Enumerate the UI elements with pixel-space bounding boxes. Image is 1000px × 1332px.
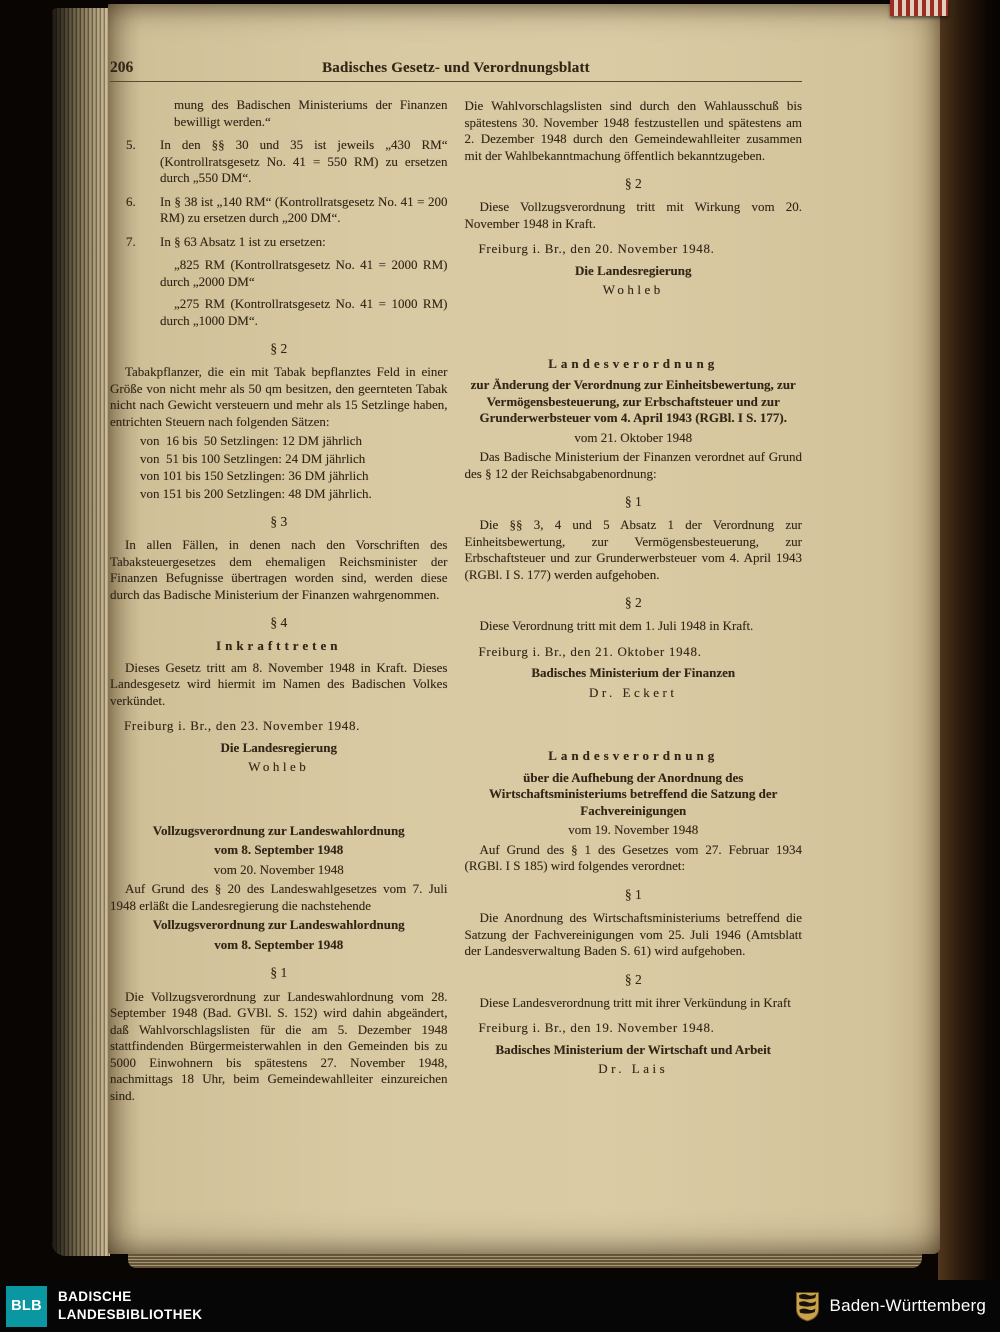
dateline: Freiburg i. Br., den 21. Oktober 1948. bbox=[478, 643, 702, 659]
paragraph: mung des Badischen Ministeriums der Finanzen bewilligt werden.“ bbox=[174, 97, 448, 129]
spacer bbox=[110, 778, 448, 820]
paragraph: Diese Vollzugsverordnung tritt mit Wirkung vom 20. November 1948 in Kraft. bbox=[464, 199, 802, 231]
paragraph: Auf Grund des § 20 des Landeswahlgesetzes vom 7. Juli 1948 erläßt die Landesregierung die nachstehende bbox=[110, 881, 448, 913]
numbered-item: 7. In § 63 Absatz 1 ist zu ersetzen: bbox=[126, 233, 326, 249]
subheading: vom 19. November 1948 bbox=[568, 822, 699, 838]
page-header-title: Badisches Gesetz- und Verordnungsblatt bbox=[322, 60, 590, 76]
signature: Wohleb bbox=[602, 282, 664, 298]
paragraph: In allen Fällen, in denen nach den Vorschriften des Tabaksteuergesetzes dem ehemaligen Reichsminister der Finanzen Befugnisse übertragen worden sind, werden diese durch das Badische Ministerium der Finanzen wahrgenommen. bbox=[110, 537, 448, 602]
page-header bbox=[110, 58, 802, 82]
heading: Vollzugsverordnung zur Landeswahlordnung bbox=[152, 917, 405, 933]
subheading: vom 20. November 1948 bbox=[213, 861, 344, 877]
section-mark: § 2 bbox=[624, 176, 642, 191]
library-name bbox=[58, 1288, 202, 1323]
page-content bbox=[110, 58, 802, 1107]
paragraph: „275 RM (Kontrollratsgesetz No. 41 = 1000 RM) durch „1000 DM“. bbox=[160, 296, 448, 328]
heading: Die Landesregierung bbox=[575, 262, 692, 278]
section-mark: § 1 bbox=[624, 886, 642, 902]
paragraph: Die Wahlvorschlagslisten sind durch den Wahlausschuß bis spätestens 30. November 1948 festzustellen und spätestens am 2. Dezember 1948 durch den Gemeindewahlleiter zusammen mit der Wahlbekanntmachung öffentlich bekanntzugeben. bbox=[464, 98, 802, 163]
signature: Dr. Eckert bbox=[589, 684, 678, 700]
state-name: Baden-Württemberg bbox=[829, 1296, 986, 1315]
book-page-stack-left bbox=[52, 8, 110, 1256]
paragraph: Die Anordnung des Wirtschaftsministeriums betreffend die Satzung der Fachvereinigungen vom 25. Juli 1946 (Amtsblatt der Landesverwaltung Baden S. 61) wird aufgehoben. bbox=[464, 910, 802, 959]
signature: Dr. Lais bbox=[598, 1061, 669, 1077]
book-edge-right bbox=[938, 0, 1000, 1280]
paragraph: Dieses Gesetz tritt am 8. November 1948 in Kraft. Dieses Landesgesetz wird hiermit im Namen des Badischen Volkes verkündet. bbox=[110, 659, 448, 708]
dateline: Freiburg i. Br., den 20. November 1948. bbox=[478, 241, 715, 257]
heading: Vollzugsverordnung zur Landeswahlordnung bbox=[152, 822, 405, 838]
dateline: Freiburg i. Br., den 19. November 1948. bbox=[478, 1020, 715, 1036]
subheading: vom 21. Oktober 1948 bbox=[574, 429, 693, 445]
library-name-line2: LANDESBIBLIOTHEK bbox=[58, 1307, 203, 1322]
heading: Badisches Ministerium der Finanzen bbox=[531, 665, 736, 681]
numbered-item: 5. In den §§ 30 und 35 ist jeweils „430 RM“ (Kontrollratsgesetz No. 41 = 550 RM) zu ersetzen durch „550 DM“. bbox=[126, 137, 448, 185]
section-mark: § 1 bbox=[270, 965, 288, 981]
paragraph: Die Vollzugsverordnung zur Landeswahlordnung vom 28. September 1948 (Bad. GVBl. S. 152) wird dahin abgeändert, daß Wahlvorschlagslisten für die am 5. Dezember 1948 stattfindenden Bürgermeisterwahlen in den Gemeinden bis zu 5000 Einwohnern bis spätestens 27. November 1948, nachmittags 18 Uhr, beim Gemeindewahlleiter einzureichen sind. bbox=[110, 988, 448, 1103]
right-column bbox=[465, 95, 803, 1107]
rate-line: von 151 bis 200 Setzlingen: 48 DM jährlich. bbox=[140, 485, 372, 501]
section-mark: § 2 bbox=[270, 341, 288, 356]
spacer bbox=[465, 703, 803, 741]
rate-line: von 51 bis 100 Setzlingen: 24 DM jährlich bbox=[140, 450, 366, 466]
section-mark: § 1 bbox=[624, 494, 642, 510]
section-mark: § 2 bbox=[624, 595, 642, 611]
paragraph: Tabakpflanzer, die ein mit Tabak bepflanztes Feld in einer Größe von nicht mehr als 50 qm besitzen, den geernteten Tabak nicht nach Gewicht versteuern und mehr als 15 Setzlinge haben, entrichten Steuern nach folgenden Sätzen: bbox=[110, 364, 448, 429]
bookmark-ribbon bbox=[890, 0, 948, 16]
paragraph: „825 RM (Kontrollratsgesetz No. 41 = 2000 RM) durch „2000 DM“ bbox=[160, 257, 448, 289]
heading: Die Landesregierung bbox=[220, 739, 337, 755]
text-columns bbox=[110, 95, 802, 1107]
heading: über die Aufhebung der Anordnung des Wirtschaftsministeriums betreffend die Satzung der Fachvereinigungen bbox=[489, 769, 778, 818]
section-mark: § 2 bbox=[624, 971, 642, 987]
numbered-item: 6. In § 38 ist „140 RM“ (Kontrollratsgesetz No. 41 = 200 RM) zu ersetzen durch „200 DM“. bbox=[126, 193, 448, 225]
heading: Landesverordnung bbox=[548, 355, 719, 371]
paragraph: Auf Grund des § 1 des Gesetzes vom 27. Februar 1934 (RGBl. I S 185) wird folgendes verordnet: bbox=[464, 841, 802, 874]
library-name-line1: BADISCHE bbox=[58, 1289, 132, 1305]
section-mark: § 4 bbox=[270, 615, 288, 631]
heading: Badisches Ministerium der Wirtschaft und Arbeit bbox=[495, 1041, 772, 1057]
signature: Wohleb bbox=[248, 759, 310, 775]
heading: zur Änderung der Verordnung zur Einheitsbewertung, zur Vermögensbesteuerung, zur Erbschaftsteuer und zur Grunderwerbsteuer vom 4. April 1943 (RGBl. I S. 177). bbox=[470, 377, 796, 426]
dateline: Freiburg i. Br., den 23. November 1948. bbox=[124, 718, 361, 734]
item-number: 6. bbox=[126, 193, 136, 209]
paragraph: Diese Verordnung tritt mit dem 1. Juli 1948 in Kraft. bbox=[479, 618, 754, 634]
heading: Inkrafttreten bbox=[216, 638, 342, 654]
spacer bbox=[465, 301, 803, 349]
left-column bbox=[110, 95, 448, 1107]
section-mark: § 3 bbox=[270, 514, 288, 530]
baden-wuerttemberg-coat-of-arms-icon bbox=[795, 1290, 820, 1323]
heading: Landesverordnung bbox=[548, 748, 719, 764]
heading: vom 8. September 1948 bbox=[214, 842, 344, 858]
rate-line: von 16 bis 50 Setzlingen: 12 DM jährlich bbox=[140, 433, 363, 449]
item-number: 5. bbox=[126, 137, 136, 152]
rate-line: von 101 bis 150 Setzlingen: 36 DM jährlich bbox=[140, 468, 369, 484]
item-number: 7. bbox=[126, 233, 136, 249]
paragraph: Diese Landesverordnung tritt mit ihrer Verkündung in Kraft bbox=[479, 994, 791, 1010]
paragraph: Die §§ 3, 4 und 5 Absatz 1 der Verordnung zur Einheitsbewertung, zur Vermögensbesteuerung, zur Erbschaftsteuer und zur Grunderwerbsteuer vom 4. April 1943 (RGBl. I S. 177) werden aufgehoben. bbox=[464, 517, 802, 582]
paragraph: Das Badische Ministerium der Finanzen verordnet auf Grund des § 12 der Reichsabgabenordnung: bbox=[464, 449, 802, 481]
heading: vom 8. September 1948 bbox=[214, 936, 344, 952]
page-number: 206 bbox=[110, 59, 134, 76]
library-footer-bar bbox=[0, 1280, 1000, 1332]
blb-logo: BLB bbox=[6, 1286, 47, 1327]
book-page-stack-bottom bbox=[128, 1253, 922, 1268]
